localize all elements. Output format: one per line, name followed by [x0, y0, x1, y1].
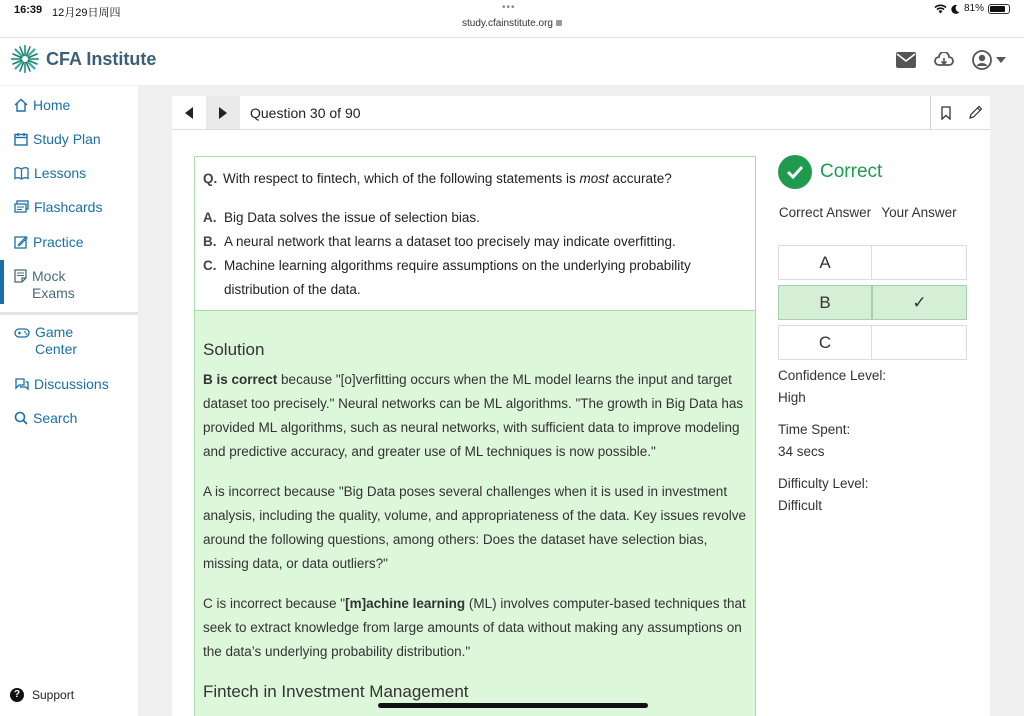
option-text: Big Data solves the issue of selection bias.	[224, 210, 480, 225]
question-text-end: accurate?	[608, 171, 672, 186]
question-tools	[930, 96, 990, 129]
moon-icon	[951, 4, 960, 14]
solution-paragraph-c	[203, 592, 747, 664]
browser-menu-dots[interactable]: •••	[502, 2, 516, 13]
question-text-start: With respect to fintech, which of the following statements is	[223, 171, 580, 186]
sidebar-item-label: Lessons	[34, 165, 87, 181]
support-link[interactable]	[10, 688, 74, 702]
solution-c-lead: C is incorrect because "	[203, 596, 346, 611]
cfa-logo-icon	[10, 44, 40, 74]
sidebar-item-label: Study Plan	[33, 131, 101, 147]
result-status	[778, 152, 978, 192]
solution-paragraph-b	[203, 368, 747, 464]
sidebar-item-study-plan[interactable]	[0, 131, 138, 147]
sidebar-item-label: Search	[33, 410, 78, 426]
difficulty-label: Difficulty Level:	[778, 476, 869, 491]
question-emphasis: most	[579, 171, 609, 186]
option-b	[203, 230, 747, 254]
option-letter: B.	[203, 234, 217, 249]
answer-mark: ✓	[872, 285, 967, 320]
mail-icon[interactable]	[896, 52, 916, 68]
header-actions	[896, 50, 1006, 70]
bookmark-button[interactable]	[930, 96, 960, 129]
result-panel	[778, 152, 978, 513]
book-icon	[14, 166, 29, 180]
sidebar-item-practice[interactable]	[0, 234, 138, 250]
sidebar-item-label: Home	[33, 97, 71, 113]
difficulty-value: Difficult	[778, 498, 823, 513]
annotate-button[interactable]	[960, 96, 990, 129]
pencil-icon	[968, 105, 983, 120]
sidebar-item-label: Discussions	[34, 376, 109, 392]
sidebar-item-search[interactable]	[0, 410, 138, 426]
support-label: Support	[32, 688, 75, 702]
solution-c-text: (ML) involves computer-based techniques that seek to extract knowledge from large amounts of data without making any assumptions on the data’s underlying probability distribution."	[203, 596, 746, 659]
logo-text: CFA Institute	[46, 48, 157, 69]
correct-answer-heading: Correct Answer	[778, 205, 872, 220]
home-indicator[interactable]	[378, 703, 648, 708]
option-c	[203, 254, 747, 302]
sidebar-nav	[0, 86, 138, 716]
answer-letter: A	[778, 245, 872, 280]
sidebar-item-label: Flashcards	[34, 199, 103, 215]
user-icon	[972, 50, 992, 70]
cloud-download-icon[interactable]	[934, 52, 954, 68]
question-label: Q.	[203, 171, 218, 186]
next-question-button[interactable]	[206, 96, 240, 129]
sidebar-label-line2: Center	[35, 341, 78, 357]
exam-icon	[14, 269, 27, 283]
cfa-logo[interactable]	[10, 44, 156, 74]
answer-letter: C	[778, 325, 872, 360]
answer-mark	[872, 245, 967, 280]
solution-paragraph-a: A is incorrect because "Big Data poses several challenges when it is used in investment analysis, including the quality, volume, and appropriateness of the data. Key issues revolve around the following questions, among others: Does the dataset have selection bias, missing data, or data outliers?"	[203, 484, 747, 571]
check-circle-icon	[778, 155, 812, 189]
question-toolbar	[172, 96, 990, 130]
option-letter: A.	[203, 210, 217, 225]
address-bar[interactable]	[0, 18, 1024, 29]
battery-level	[990, 6, 1005, 12]
battery-icon	[988, 4, 1010, 14]
result-status-text: Correct	[820, 161, 883, 182]
reading-title: Fintech in Investment Management	[203, 682, 469, 701]
sidebar-label-line1: Mock	[32, 268, 66, 284]
solution-b-text: because "[o]verfitting occurs when the ML model learns the input and target dataset too precisely." Neural networks can be ML algorithms. "The growth in Big Data has provided ML algorithms, such as neural networks, with sufficient data to improve modeling and predictive accuracy, and greater use of ML techniques is now possible."	[203, 372, 744, 459]
arrow-left-icon	[185, 107, 193, 119]
sidebar-item-game-center[interactable]	[0, 324, 138, 358]
time-spent	[778, 419, 850, 463]
sidebar-item-mock-exams[interactable]	[0, 260, 138, 304]
question-counter: Question 30 of 90	[250, 105, 361, 121]
option-text: Machine learning algorithms require assumptions on the underlying probability distribution of the data.	[224, 258, 691, 297]
arrow-right-icon	[219, 107, 227, 119]
option-text: A neural network that learns a dataset too precisely may indicate overfitting.	[224, 234, 676, 249]
lock-icon	[556, 20, 562, 26]
search-icon	[14, 411, 28, 425]
previous-question-button[interactable]	[172, 96, 206, 129]
calendar-icon	[14, 132, 28, 146]
option-a	[203, 206, 747, 230]
solution-title: Solution	[203, 340, 265, 359]
solution-b-lead: B is correct	[203, 372, 278, 387]
confidence-label: Confidence Level:	[778, 368, 887, 383]
answer-row-b	[778, 285, 967, 320]
sidebar-item-discussions[interactable]	[0, 376, 138, 392]
cards-icon	[14, 200, 29, 214]
answer-mark	[872, 325, 967, 360]
bookmark-icon	[941, 106, 951, 120]
url-text: study.cfainstitute.org	[462, 18, 553, 29]
battery-percent: 81%	[963, 3, 984, 14]
difficulty-level	[778, 473, 869, 517]
answer-letter: B	[778, 285, 872, 320]
sidebar-item-home[interactable]	[0, 97, 138, 113]
time-label: Time Spent:	[778, 422, 851, 437]
help-icon: ?	[10, 688, 24, 702]
confidence-level	[778, 365, 886, 409]
sidebar-item-lessons[interactable]	[0, 165, 138, 181]
sidebar-item-label: Practice	[33, 234, 84, 250]
option-letter: C.	[203, 258, 217, 273]
app-header	[0, 38, 1024, 86]
pencil-square-icon	[14, 235, 28, 249]
question-card	[172, 96, 990, 716]
time-value: 34 secs	[778, 444, 825, 459]
chat-icon	[14, 377, 29, 391]
sidebar-divider	[0, 312, 138, 315]
gamepad-icon	[14, 325, 30, 339]
status-right	[934, 3, 1010, 14]
question-box	[194, 156, 756, 310]
user-menu[interactable]	[972, 50, 1006, 70]
sidebar-item-label	[35, 324, 77, 358]
answer-row-a	[778, 245, 967, 280]
confidence-value: High	[778, 390, 806, 405]
main-content	[138, 86, 1024, 716]
sidebar-item-label	[32, 268, 75, 302]
your-answer-heading: Your Answer	[881, 205, 957, 220]
chevron-down-icon	[996, 57, 1006, 63]
sidebar-label-line1: Game	[35, 324, 74, 340]
answer-row-c	[778, 325, 967, 360]
home-icon	[14, 98, 28, 112]
wifi-icon	[934, 4, 947, 14]
status-time: 16:39	[14, 4, 43, 16]
sidebar-label-line2: Exams	[32, 285, 75, 301]
question-stem	[203, 171, 747, 186]
solution-panel	[194, 310, 756, 716]
sidebar-item-flashcards[interactable]	[0, 199, 138, 215]
solution-c-term: [m]achine learning	[345, 596, 466, 611]
status-date: 12月29日周四	[52, 7, 121, 19]
status-bar	[0, 0, 1024, 38]
